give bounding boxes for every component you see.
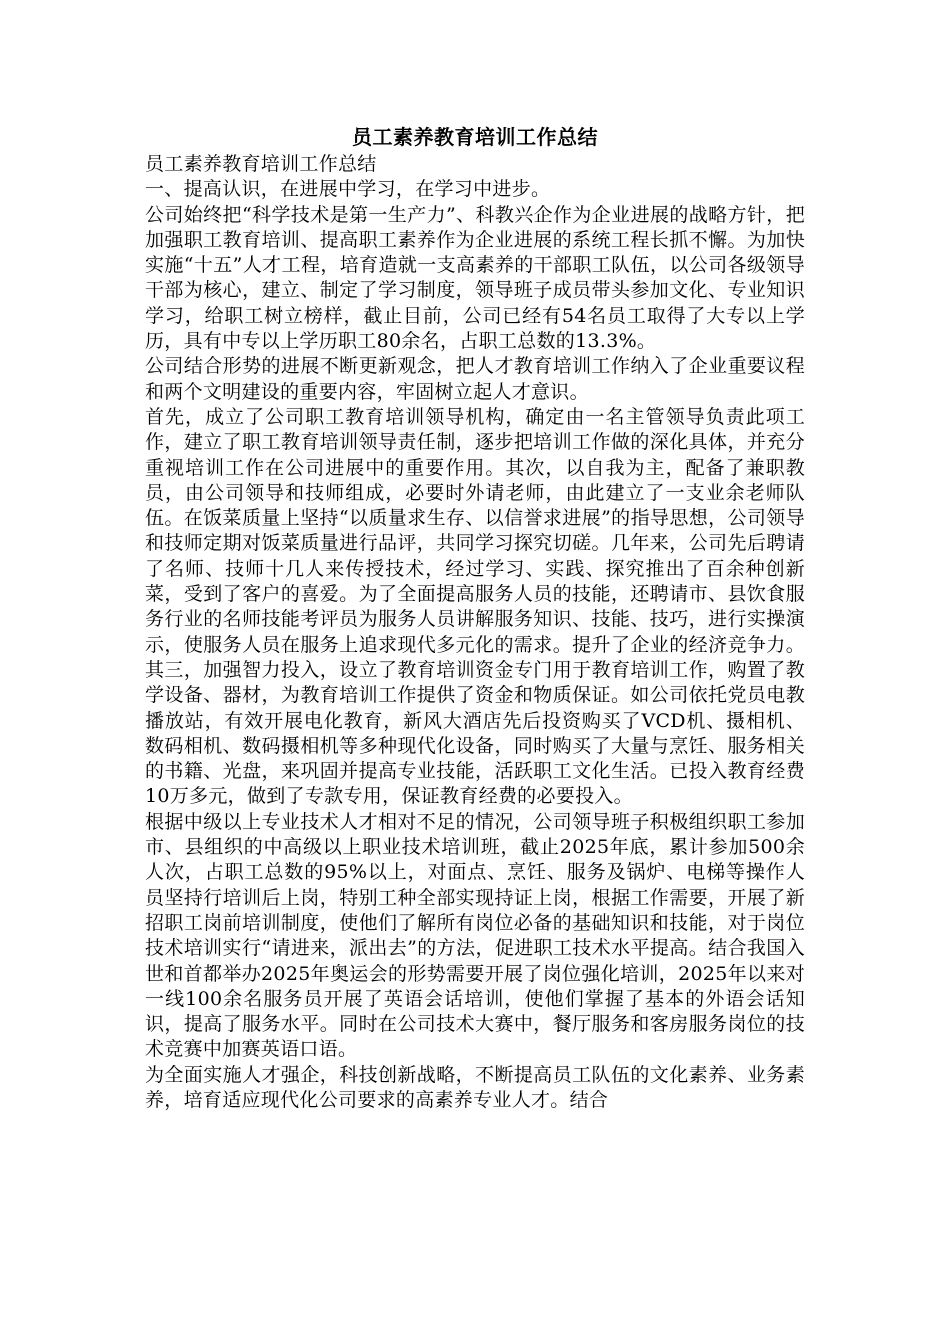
- section-heading: 一、提高认识，在进展中学习，在学习中进步。: [145, 178, 551, 201]
- document-title: 员工素养教育培训工作总结: [352, 125, 598, 149]
- paragraph-concept: 公司结合形势的进展不断更新观念，把人才教育培训工作纳入了企业重要议程和两个文明建设的重要内容，牢固树立起人才意识。: [145, 355, 805, 403]
- paragraph-training: 根据中级以上专业技术人才相对不足的情况，公司领导班子积极组织职工参加市、县组织的中高级以上职业技术培训班，截止2025年底，累计参加500余人次，占职工总数的95%以上，对面点、烹饪、服务及锅炉、电梯等操作人员坚持行培训后上岗，特别工种全部实现持证上岗，根据工作需要，开展了新招职工岗前培训制度，使他们了解所有岗位必备的基础知识和技能，对于岗位技术培训实行“请进来，派出去”的方法，促进职工技术水平提高。结合我国入世和首都举办2025年奥运会的形势需要开展了岗位强化培训，2025年以来对一线100余名服务员开展了英语会话培训，使他们掌握了基本的外语会话知识，提高了服务水平。同时在公司技术大赛中，餐厅服务和客房服务岗位的技术竞赛中加赛英语口语。: [145, 810, 805, 1061]
- paragraph-talent: 为全面实施人才强企，科技创新战略，不断提高员工队伍的文化素养、业务素养，培育适应现代化公司要求的高素养专业人才。结合: [145, 1063, 805, 1111]
- paragraph-strategy: 公司始终把“科学技术是第一生产力”、科教兴企作为企业进展的战略方针，把加强职工教育培训、提高职工素养作为企业进展的系统工程长抓不懈。为加快实施“十五”人才工程，培育造就一支高素养的干部职工队伍，以公司各级领导干部为核心，建立、制定了学习制度，领导班子成员带头参加文化、专业知识学习，给职工树立榜样，截止目前，公司已经有54名员工取得了大专以上学历，具有中专以上学历职工80余名，占职工总数的13.3%。: [145, 203, 805, 353]
- subtitle-paragraph: 员工素养教育培训工作总结: [145, 153, 377, 175]
- paragraph-measures: 首先，成立了公司职工教育培训领导机构，确定由一名主管领导负责此项工作，建立了职工教育培训领导责任制，逐步把培训工作做的深化具体，并充分重视培训工作在公司进展中的重要作用。其次，以自我为主，配备了兼职教员，由公司领导和技师组成，必要时外请老师，由此建立了一支业余老师队伍。在饭菜质量上坚持“以质量求生存、以信誉求进展”的指导思想，公司领导和技师定期对饭菜质量进行品评，共同学习探究切磋。几年来，公司先后聘请了名师、技师十几人来传授技术，经过学习、实践、探究推出了百余种创新菜，受到了客户的喜爱。为了全面提高服务人员的技能，还聘请市、县饮食服务行业的名师技能考评员为服务人员讲解服务知识、技能、技巧，进行实操演示，使服务人员在服务上追求现代多元化的需求。提升了企业的经济竞争力。其三，加强智力投入，设立了教育培训资金专门用于教育培训工作，购置了教学设备、器材，为教育培训工作提供了资金和物质保证。如公司依托党员电教播放站，有效开展电化教育，新风大酒店先后投资购买了VCD机、摄相机、数码相机、数码摄相机等多种现代化设备，同时购买了大量与烹饪、服务相关的书籍、光盘，来巩固并提高专业技能，活跃职工文化生活。已投入教育经费10万多元，做到了专款专用，保证教育经费的必要投入。: [145, 405, 805, 808]
- document-body: [145, 122, 805, 1113]
